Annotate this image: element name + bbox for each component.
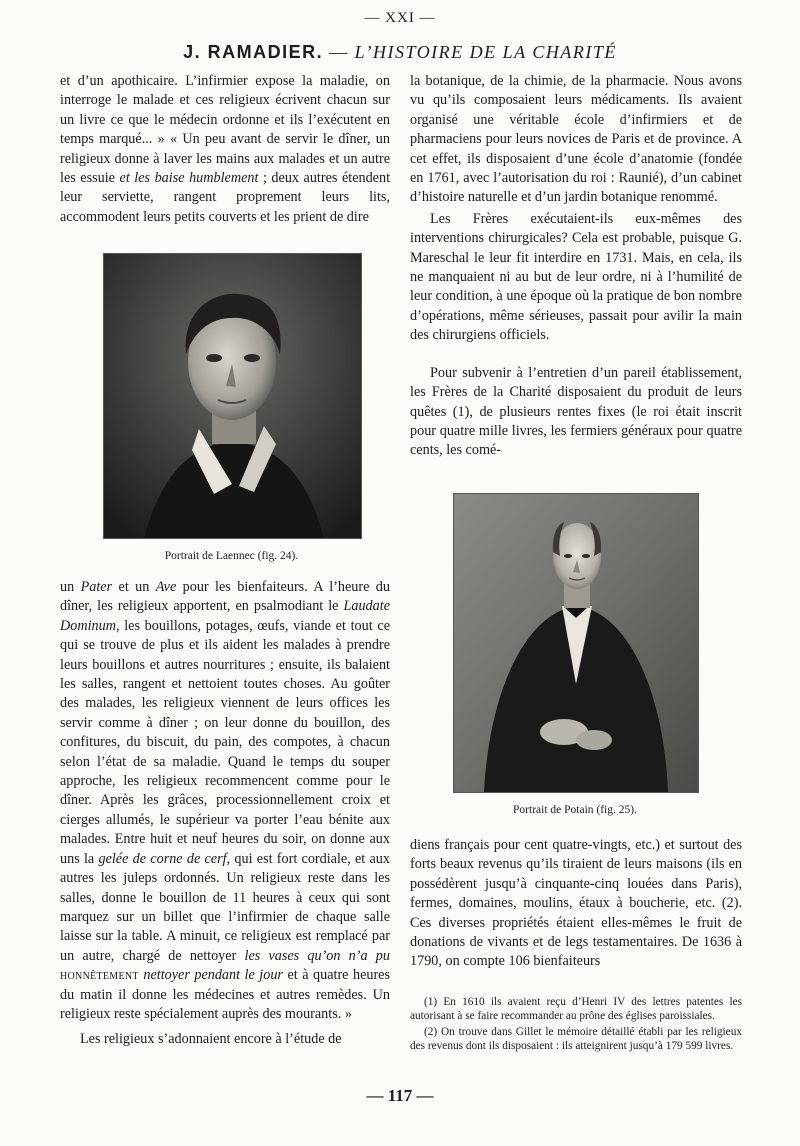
right-column-bottom	[410, 836, 742, 972]
italic-run: Laudate Dominum	[60, 598, 390, 634]
caption-laennec: Portrait de Laennec (fig. 24).	[164, 550, 299, 562]
paragraph	[60, 72, 390, 227]
footnotes	[410, 996, 742, 1056]
text-run: et d’un apothicaire. L’infirmier expose la maladie, on interroge le malade et ces religieux écrivent chacun sur un livre ce que le médecin ordonne et ils l’exécutent en temps marqué... » « Un peu avant de servir le dîner, un religieux donne à laver les mains aux malades et un autre les essuie	[60, 73, 390, 187]
paragraph: Pour subvenir à l’entretien d’un pareil établissement, les Frères de la Charité disposaient du produit de leurs quêtes (1), de plusieurs rentes fixes (le roi était inscrit pour quatre mille livres, les fermiers généraux pour quatre cents, les comé-	[410, 364, 742, 459]
paragraph: Les Frères exécutaient-ils eux-mêmes des interventions chirurgicales? Cela est probable, puisque G. Mareschal le leur fit interdire en 1731. Mais, en cela, ils ne manquaient ni au but de leur ordre, ni à l’humilité de leur condition, à une époque où la pratique de bon nombre d’opérations, même sérieuses, passait pour avilir la main des chirurgiens officiels.	[410, 210, 742, 344]
footnote-1: (1) En 1610 ils avaient reçu d’Henri IV des lettres patentes les autorisant à se faire recommander au prône des églises paroissiales.	[410, 996, 742, 1022]
paragraph	[60, 578, 390, 1024]
roman-folio: — XXI —	[364, 10, 436, 26]
portrait-laennec-drawing	[104, 254, 361, 538]
text-run: et à quatre heures du matin il donne les médecines et autres remèdes. Un religieux reste spécialement auprès des mourants. »	[60, 967, 391, 1022]
text-run: , qui est fort cordiale, et aux autres les juleps ordonnés. Un religieux reste dans les salles, donne le bouillon de 11 heures à ceux qui sont marquez sur un billet que l’infirmier de chaque salle laisse sur la table. A minuit, ce religieux est remplacé par un autre, chargé de nettoyer	[60, 850, 390, 964]
running-head-author: J. RAMADIER.	[183, 42, 324, 62]
left-column-top	[60, 72, 390, 227]
caption-potain: Portrait de Potain (fig. 25).	[513, 804, 637, 816]
portrait-potain-drawing	[454, 494, 698, 792]
italic-run: les vases qu’on n’a pu	[244, 947, 390, 964]
running-head-title: L’HISTOIRE DE LA CHARITÉ	[354, 42, 617, 62]
italic-run: nettoyer pendant le jour	[143, 967, 283, 984]
text-run: ; deux autres étendent leur serviette, rangent proprement leurs lits, accommodent leurs petits couverts et les prient de dire	[60, 170, 391, 225]
italic-run: et les baise humblement	[119, 170, 259, 187]
paragraph: diens français pour cent quatre-vingts, etc.) et surtout des forts beaux revenus qu’ils tiraient de leurs maisons (ils en possédèrent jusqu’à cinquante-cinq louées dans Paris), fermes, domaines, moulins, étaux à boucherie, etc. (2). Ces diverses propriétés étaient elles-mêmes le fruit de donations de vivants et de legs testamentaires. De 1636 à 1790, on compte 106 bienfaiteurs	[410, 837, 742, 970]
paragraph: Les religieux s’adonnaient encore à l’étude de	[80, 1031, 342, 1048]
text-run: , les bouillons, potages, œufs, viande et tout ce qui se trouve de plus et ils aident les malades à prendre leurs bouillons et autres nourritures ; ensuite, ils balaient les salles, rangent et nettoient toutes choses. Au goûter des malades, les religieux viennent de leurs offices les servir comme à dîner ; on leur donne du bouillon, des confitures, du biscuit, du pain, des compotes, à chacun selon l’état de sa maladie. Quand le temps du souper approche, les religieux recommencent comme pour le dîner. Après les grâces, processionnellement croix et cierges allumés, le supérieur va porter l’eau bénite aux malades. Entre huit et neuf heures du soir, on donne aux uns la	[60, 617, 390, 867]
paragraph: la botanique, de la chimie, de la pharmacie. Nous avons vu qu’ils composaient leurs médicaments. Ils avaient organisé une véritable école d’infirmiers et de pharmaciens pour leurs novices de Paris et de province. A cet effet, ils disposaient d’une école d’anatomie (fondée en 1761, avec l’autorisation du roi : Raunié), d’un cabinet d’histoire naturelle et d’un jardin botanique renommé.	[410, 73, 742, 206]
text-run: et un	[112, 579, 156, 595]
running-head-dash: —	[323, 42, 355, 62]
text-run: un	[60, 579, 81, 595]
running-head	[0, 42, 800, 63]
footnote-2: (2) On trouve dans Gillet le mémoire détaillé établi par les religieux des revenus dont ils disposaient : ils atteignirent jusqu’à 179 599 livres.	[410, 1026, 742, 1052]
left-column-bottom	[60, 578, 390, 1050]
italic-run: Pater	[80, 579, 113, 595]
italic-run: Ave	[155, 579, 177, 595]
portrait-laennec-image	[103, 253, 362, 539]
right-column-top	[410, 72, 742, 461]
portrait-potain-image	[453, 493, 699, 793]
smallcaps-run: honnêtement	[60, 967, 139, 984]
text-run: pour les bienfaiteurs. A l’heure du dîner, les religieux apportent, en psalmodiant le	[60, 579, 390, 615]
page-number: — 117 —	[366, 1086, 434, 1105]
italic-run: gelée de corne de cerf	[98, 850, 227, 867]
